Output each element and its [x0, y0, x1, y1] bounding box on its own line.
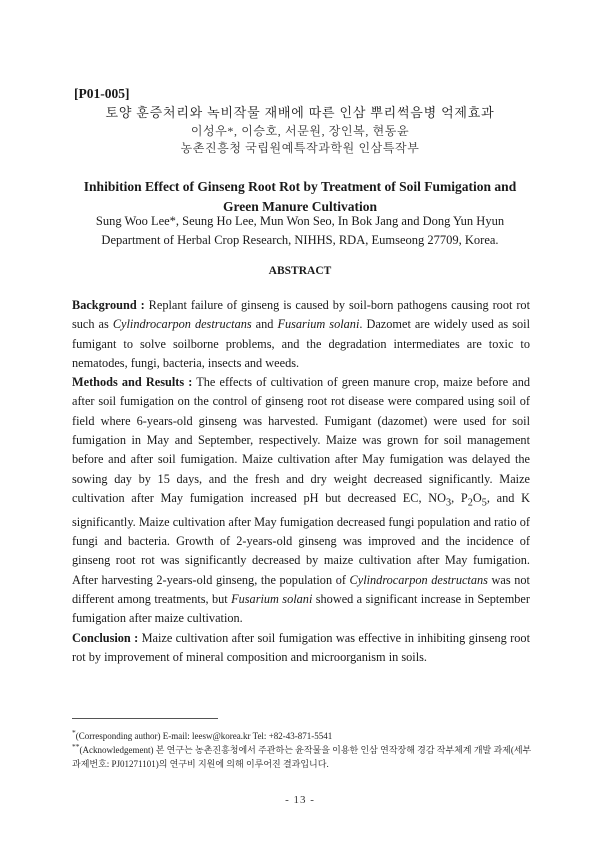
english-affiliation: Department of Herbal Crop Research, NIHHS, RDA, Eumseong 27709, Korea.	[101, 233, 499, 247]
methods-text: was not different among treatments, but	[72, 572, 530, 606]
footnote-mark: *	[72, 728, 76, 737]
english-title-line1: Inhibition Effect of Ginseng Root Rot by Treatment of Soil Fumigation and	[83, 179, 517, 194]
conclusion-paragraph	[72, 629, 530, 668]
methods-paragraph	[72, 373, 530, 628]
methods-text: showed a significant increase in September fumigation after maize cultivation.	[72, 591, 530, 626]
species-name: Cylindrocarpon destructans	[349, 572, 488, 587]
english-title-line2: Green Manure Cultivation	[223, 199, 377, 214]
subscript: 5	[481, 497, 487, 509]
species-name: Fusarium solani	[277, 317, 360, 332]
methods-text: The effects of cultivation of green manure crop, maize before and after soil fumigation on the control of ginseng root rot disease were compared using soil of field where 6-years-old ginseng was harvested. Fumigant (dazomet) were used for soil fumigation in May and September, respectively. Maize was grown for soil management before and after soil fumigation. Maize cultivation after May fumigation was delayed the sowing day by 15 days, and the fresh and dry weight decreased significantly. Maize cultivation after May fumigation increased pH but decreased EC, NO	[72, 375, 530, 505]
conclusion-label: Conclusion :	[72, 630, 139, 645]
species-name: Cylindrocarpon destructans	[112, 317, 252, 332]
background-label: Background :	[72, 298, 145, 312]
korean-affiliation: 농촌진흥청 국립원예특작과학원 인삼특작부	[180, 141, 420, 155]
methods-label: Methods and Results :	[72, 375, 193, 390]
abstract-body	[72, 296, 530, 667]
footnote-divider	[72, 718, 218, 719]
conclusion-text: Maize cultivation after soil fumigation was effective in inhibiting ginseng root rot by improvement of mineral composition and microorganism in soils.	[72, 630, 530, 664]
methods-text: , P	[451, 490, 468, 505]
abstract-heading: ABSTRACT	[268, 265, 332, 277]
korean-title: 토양 훈증처리와 녹비작물 재배에 따른 인삼 뿌리썩음병 억제효과	[105, 105, 495, 120]
footnote-mark: **	[72, 742, 80, 751]
methods-text: , and K significantly. Maize cultivation after May fumigation decreased fungi population and ratio of fungi and bacteria. Growth of 2-years-old ginseng was improved and the incidence of ginseng root rot was significantly decreased by maize cultivation after May fumigation. After harvesting 2-years-old ginseng, the population of	[72, 490, 530, 587]
footnote-acknowledgement	[72, 740, 532, 771]
footnote-text: (Corresponding author) E-mail: leesw@korea.kr Tel: +82-43-871-5541	[75, 731, 333, 741]
background-text: and	[251, 317, 278, 332]
korean-authors: 이성우*, 이승호, 서문원, 장인복, 현동윤	[190, 124, 410, 138]
background-text: . Dazomet are widely used as soil fumigant to solve soilborne problems, and the degradation intermediates are toxic to nematodes, fungi, bacteria, insects and weeds.	[72, 317, 530, 370]
species-name: Fusarium solani	[231, 591, 313, 606]
abstract-code: [P01-005]	[74, 86, 130, 101]
page-number: - 13 -	[285, 794, 315, 806]
background-paragraph	[72, 296, 530, 373]
methods-text: O	[472, 490, 482, 505]
subscript: 2	[467, 497, 473, 509]
english-title	[60, 177, 540, 217]
subscript: 3	[446, 497, 452, 509]
english-authors: Sung Woo Lee*, Seung Ho Lee, Mun Won Seo, In Bok Jang and Dong Yun Hyun	[95, 214, 505, 228]
footnote-text: (Acknowledgement) 본 연구는 농촌진흥청에서 주관하는 윤작물을 이용한 인삼 연작장해 경감 작부체계 개발 과제(세부과제번호: PJ01271101)의 연구비 지원에 의해 이루어진 결과입니다.	[72, 745, 532, 769]
background-text: Replant failure of ginseng is caused by soil-born pathogens causing root rot such as	[72, 298, 530, 332]
